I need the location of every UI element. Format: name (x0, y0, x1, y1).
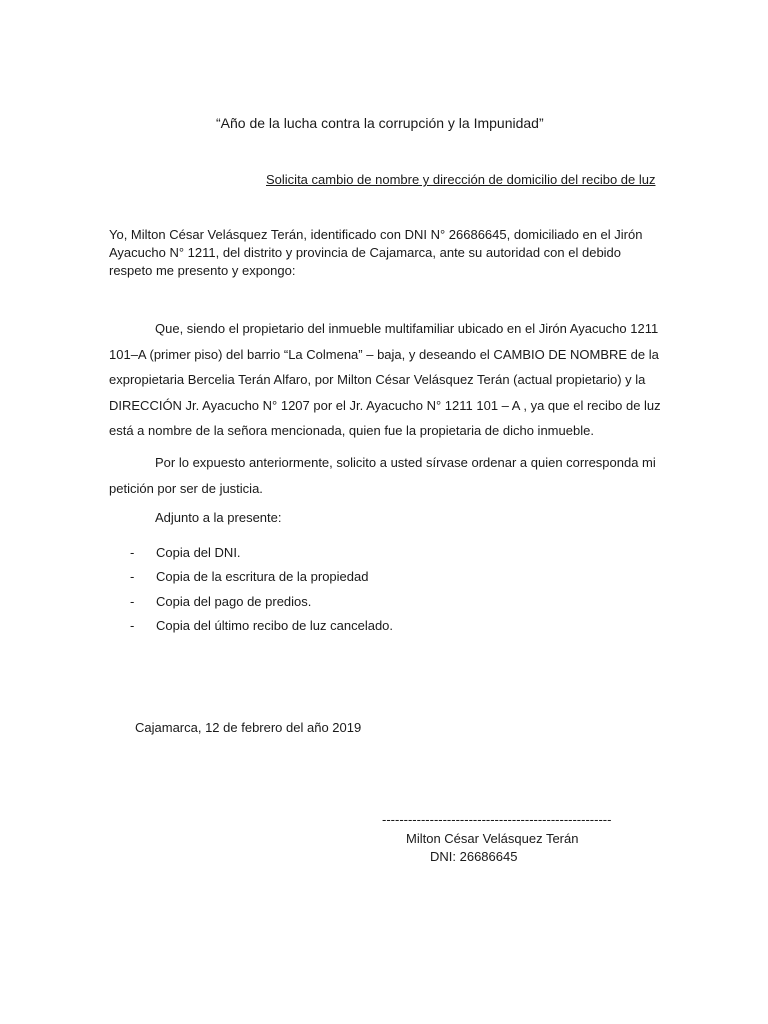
list-bullet: - (130, 593, 135, 609)
paragraph-line: 101–A (primer piso) del barrio “La Colmena” – baja, y deseando el CAMBIO DE NOMBRE de la (109, 346, 659, 362)
intro-line: respeto me presento y expongo: (109, 263, 296, 278)
list-item-text: Copia del pago de predios. (156, 593, 312, 609)
list-item-text: Copia del último recibo de luz cancelado. (156, 617, 394, 633)
list-bullet: - (130, 545, 135, 560)
paragraph-line: petición por ser de justicia. (109, 480, 263, 496)
intro-paragraph (109, 226, 669, 280)
paragraph-line: está a nombre de la señora mencionada, quien fue la propietaria de dicho inmueble. (109, 423, 594, 438)
paragraph-line: expropietaria Bercelia Terán Alfaro, por Milton César Velásquez Terán (actual propietario) y la (109, 372, 646, 387)
list-bullet: - (130, 617, 135, 633)
signature-line: ----------------------------------------------------- (382, 812, 612, 827)
signature-dni: DNI: 26686645 (430, 849, 518, 864)
paragraph-line: DIRECCIÓN Jr. Ayacucho N° 1207 por el Jr. Ayacucho N° 1211 101 – A , ya que el recibo de luz (109, 397, 661, 413)
date-line: Cajamarca, 12 de febrero del año 2019 (135, 720, 362, 735)
list-bullet: - (130, 569, 135, 585)
paragraph-line: Que, siendo el propietario del inmueble multifamiliar ubicado en el Jirón Ayacucho 1211 (155, 321, 659, 336)
document-motto: “Año de la lucha contra la corrupción y la Impunidad” (216, 115, 544, 131)
document-subject: Solicita cambio de nombre y dirección de domicilio del recibo de luz (266, 172, 656, 187)
intro-line: Ayacucho N° 1211, del distrito y provincia de Cajamarca, ante su autoridad con el debido (109, 245, 622, 260)
intro-line: Yo, Milton César Velásquez Terán, identificado con DNI N° 26686645, domiciliado en el Jirón (109, 227, 643, 242)
list-item-text: Copia del DNI. (156, 545, 241, 560)
paragraph-line: Por lo expuesto anteriormente, solicito a usted sírvase ordenar a quien corresponda mi (155, 455, 656, 470)
signature-name: Milton César Velásquez Terán (406, 831, 579, 846)
closing-paragraph (109, 450, 669, 501)
request-paragraph (109, 316, 669, 444)
attachments-heading: Adjunto a la presente: (155, 510, 282, 525)
list-item-text: Copia de la escritura de la propiedad (156, 569, 369, 585)
